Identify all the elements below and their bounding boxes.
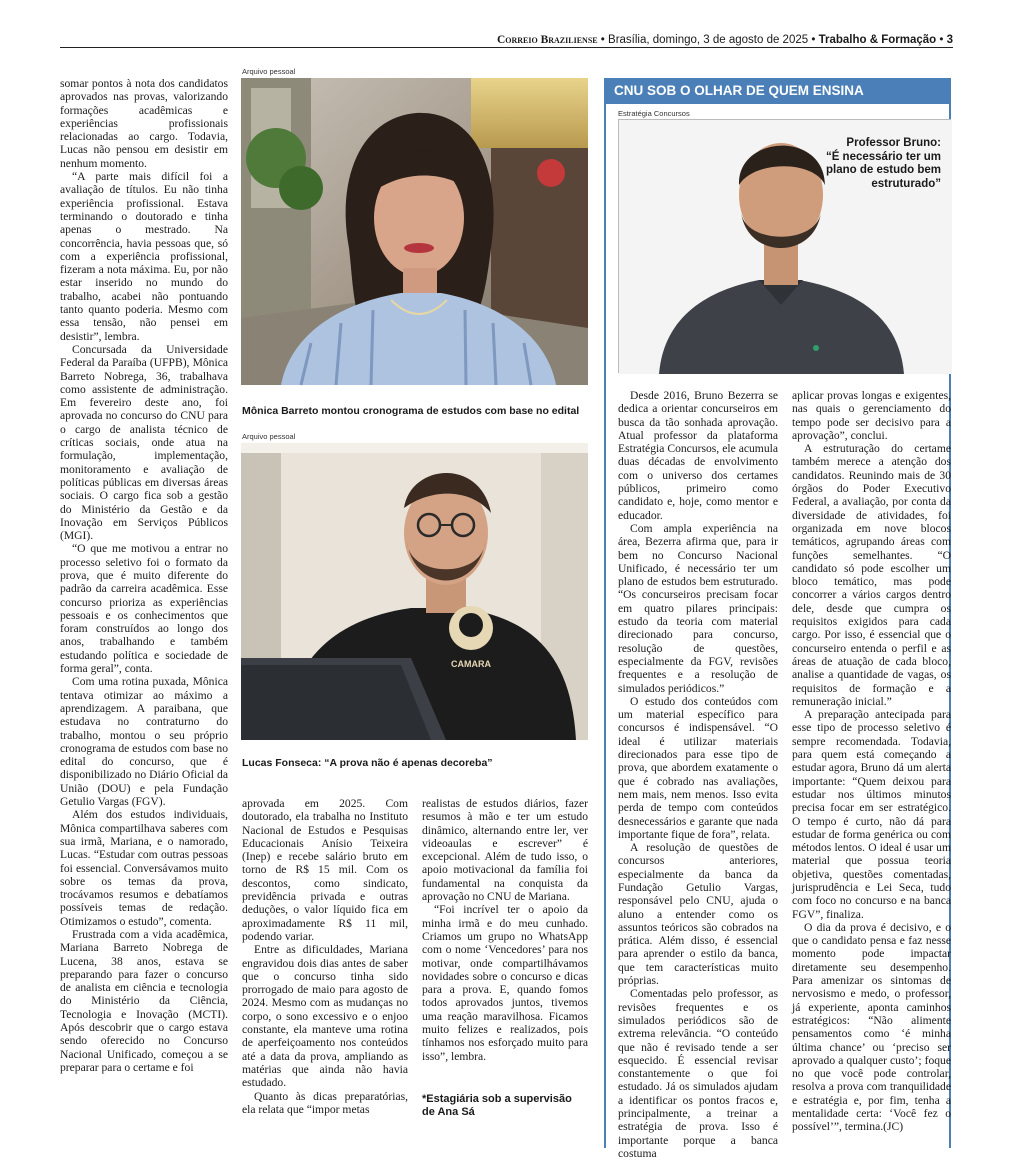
- header-separator: •: [936, 34, 947, 46]
- photo-credit: Estratégia Concursos: [618, 109, 690, 118]
- paragraph: Quanto às dicas preparatórias, ela relata que “impor metas: [242, 1089, 408, 1116]
- article-column-1: [60, 77, 228, 1125]
- shirt-text: CAMARA: [451, 659, 491, 669]
- article-column-2: [242, 797, 408, 1125]
- header-separator: •: [597, 34, 609, 46]
- paragraph: aprovada em 2025. Com doutorado, ela trabalha no Instituto Nacional de Estudos e Pesquisas Educacionais Anísio Teixeira (Inep) e recebe salário bruto em torno de R$ 15 mil. Com os descontos, como sindicato, previdência privada e outras deduções, o valor líquido fica em aproximadamente R$ 11 mil, podendo variar.: [242, 797, 408, 943]
- sidebar-title: CNU SOB O OLHAR DE QUEM ENSINA: [604, 78, 951, 104]
- paragraph: Frustrada com a vida acadêmica, Mariana Barreto Nobrega de Lucena, 38 anos, estava se preparando para fazer o concurso de analista em ciência e tecnologia do Ministério da Ciência, Tecnologia e Inovação (MCTI). Após descobrir que o cargo estava sendo oferecido no Concurso Nacional Unificado, começou a se preparar para o certame e foi: [60, 928, 228, 1074]
- author-signoff: *Estagiária sob a supervisão de Ana Sá: [422, 1093, 572, 1118]
- paragraph: Com ampla experiência na área, Bezerra afirma que, para ir bem no Concurso Nacional Unificado, é necessário ter um plano de estudos bem estruturado. “Os concurseiros precisam focar em quatro pilares principais: estudo da teoria com material direcionado para concurso, resolução de questões, especialmente da FGV, revisões frequentes e a resolução de simulados periódicos.”: [618, 521, 778, 695]
- photo-credit: Arquivo pessoal: [242, 432, 296, 441]
- paragraph: “Foi incrível ter o apoio da minha irmã e do meu cunhado. Criamos um grupo no WhatsApp com o nome ‘Vencedores’ para nos motivar, onde compartilhávamos novidades sobre o concurso e dicas para a prova. E, quando fomos todos aprovados juntos, tivemos uma reação maravilhosa. Ficamos muito felizes e realizados, pois tínhamos nos esforçado muito para isso”, lembra.: [422, 903, 588, 1063]
- paragraph: Com uma rotina puxada, Mônica tentava otimizar ao máximo a aprendizagem. A paraibana, que estudava no contraturno do trabalho, montou o seu próprio cronograma de estudos com base no edital do concurso, que é disponibilizado no Diário Oficial da União (DOU) e pela Fundação Getulio Vargas (FGV).: [60, 675, 228, 809]
- pull-quote: [811, 137, 941, 191]
- pull-quote-text: “É necessário ter um plano de estudo bem estruturado”: [825, 150, 941, 190]
- monica-photo-image: [241, 78, 588, 385]
- paragraph: “O que me motivou a entrar no processo seletivo foi o formato da prova, que é muito diferente do padrão da carreira acadêmica. Esse concurso prioriza as experiências pessoais e os conhecimentos que foram construídos ao longo dos anos, trabalhando e também estudando política e sociedade de forma geral”, conta.: [60, 542, 228, 676]
- photo-caption: Mônica Barreto montou cronograma de estudos com base no edital: [242, 405, 580, 417]
- paragraph: Concursada da Universidade Federal da Paraíba (UFPB), Mônica Barreto Nobrega, 36, trabalhava como assistente de administração. Em fevereiro deste ano, foi aprovada no concurso do CNU para o cargo de analista técnico de críticas sociais, onde atua na formulação, implementação, monitoramento e avaliação de políticas públicas em diversas áreas sociais. O cargo fica sob a gestão do Ministério da Gestão e da Inovação em Serviços Públicos (MGI).: [60, 342, 228, 543]
- page-header: [60, 32, 953, 48]
- paragraph: somar pontos à nota dos candidatos aprovados nas provas, valorizando formações acadêmicas e experiências profissionais relacionadas ao cargo. Todavia, Lucas não pensou em desistir em nenhum momento.: [60, 77, 228, 170]
- paragraph: “A parte mais difícil foi a avaliação de títulos. Eu não tinha experiência profissional. Estava terminando o doutorado e tinha apenas o mestrado. Na concorrência, havia pessoas que, só com a experiência profissional, fizeram a nota máxima. Eu, por não estar inserido no mundo do trabalho, acabei não pontuando tanto quanto poderia. Mesmo com essa tensão, não pensei em desistir”, lembra.: [60, 170, 228, 343]
- page-number: 3: [946, 34, 953, 46]
- header-separator: •: [808, 34, 819, 46]
- pull-quote-name: Professor Bruno:: [846, 137, 941, 149]
- lucas-photo-image: [241, 443, 588, 740]
- paragraph: Entre as dificuldades, Mariana engravidou dois dias antes de saber que o concurso tinha sido prorrogado de maio para agosto de 2024. Mesmo com as mudanças no corpo, o sono excessivo e o enjoo constante, ela manteve uma rotina de aperfeiçoamento nos conteúdos até a data da prova, ampliando as matérias que ainda não havia estudado.: [242, 943, 408, 1090]
- section-name: Trabalho & Formação: [818, 34, 937, 46]
- paragraph: A preparação antecipada para esse tipo de processo seletivo é sempre recomendada. Todavia, para quem está começando a estudar agora, Bruno dá um alerta importante: “Quem deixou para estudar nos últimos minutos precisa focar em ser estratégico. O tempo é curto, não dá para estudar de forma genérica ou com métodos lentos. O ideal é usar um material que possua teoria objetiva, questões comentadas, jurisprudência e Lei Seca, tudo com foco no concurso e na banca FGV”, finaliza.: [792, 708, 951, 921]
- paragraph: O dia da prova é decisivo, e o que o candidato pensa e faz nesse momento pode impactar diretamente seu desempenho. Para amenizar os sintomas de nervosismo e medo, o professor, já experiente, aponta caminhos estratégicos: “Não alimente pensamentos como ‘é minha última chance’ ou ‘preciso ser aprovado a qualquer custo’; foque no que você pode controlar, resolva a prova com tranquilidade e estratégia e, por fim, tenha a mentalidade certa: ‘Você fez o possível’”, termina.(JC): [792, 920, 951, 1134]
- paragraph: Além dos estudos individuais, Mônica compartilhava saberes com sua irmã, Mariana, e o namorado, Lucas. “Estudar com outras pessoas foi essencial. Conversávamos muito sobre os temas da prova, trocávamos resumos e debatíamos possíveis temas de redação. Otimizamos o estudo”, comenta.: [60, 808, 228, 928]
- masthead: Correio Braziliense: [496, 34, 598, 46]
- photo-caption: Lucas Fonseca: “A prova não é apenas decoreba”: [242, 757, 493, 769]
- dateline: Brasília, domingo, 3 de agosto de 2025: [608, 34, 809, 46]
- paragraph: Comentadas pelo professor, as revisões frequentes e os simulados periódicos são de extrema relevância. “O conteúdo que não é revisado tende a ser esquecido. É essencial revisar constantemente o que foi estudado. Já os simulados ajudam a identificar os pontos fracos e, principalmente, a treinar a estratégia de prova. Isso é importante porque a banca costuma: [618, 987, 778, 1160]
- paragraph: realistas de estudos diários, fazer resumos à mão e ter um estudo dinâmico, alternando entre ler, ver videoaulas e escrever” é excepcional. Além de tudo isso, o apoio motivacional da família foi fundamental na conquista da aprovação no CNU de Mariana.: [422, 797, 588, 904]
- paragraph: O estudo dos conteúdos com um material específico para concursos é indispensável. “O ideal é utilizar materiais direcionados para esse tipo de prova, que abordem exatamente o que é cobrado nas avaliações, nem mais, nem menos. Isso evita perda de tempo com conteúdos desnecessários e garante que nada importante fique de fora”, relata.: [618, 694, 778, 841]
- monica-photo: [241, 78, 588, 385]
- header-line: [497, 34, 953, 46]
- paragraph: aplicar provas longas e exigentes, nas quais o gerenciamento do tempo pode ser decisivo para a aprovação”, conclui.: [792, 389, 951, 442]
- photo-credit: Arquivo pessoal: [242, 67, 296, 76]
- sidebar-column-1: [618, 389, 778, 1160]
- paragraph: A resolução de questões de concursos anteriores, especialmente da banca da Fundação Getulio Vargas, responsável pelo CNU, ajuda o aluno a entender como os assuntos teóricos são cobrados na prática. Além disso, é essencial para aprender o estilo da banca, que tem características muito próprias.: [618, 841, 778, 988]
- paragraph: A estruturação do certame também merece a atenção dos candidatos. Reunindo mais de 30 órgãos do Poder Executivo Federal, a avaliação, por conta da diversidade de atividades, foi organizada em nove blocos temáticos, agrupando áreas com funções semelhantes. “O candidato só pode escolher um bloco temático, mas pode concorrer a vários cargos dentro dele, desde que cumpra os requisitos exigidos para cada cargo. Por isso, é essencial que o concurseiro entenda o perfil e as áreas de atuação de cada bloco, analise a quantidade de vagas, os requisitos de formação e a remuneração inicial.”: [792, 442, 951, 708]
- paragraph: Desde 2016, Bruno Bezerra se dedica a orientar concurseiros em busca da tão sonhada aprovação. Atual professor da plataforma Estratégia Concursos, ele acumula duas décadas de envolvimento com o universo dos certames públicos, primeiro como candidato e, hoje, como mentor e educador.: [618, 389, 778, 522]
- sidebar-column-2: [792, 389, 951, 1134]
- lucas-photo: [241, 443, 588, 740]
- article-column-3: [422, 797, 588, 1087]
